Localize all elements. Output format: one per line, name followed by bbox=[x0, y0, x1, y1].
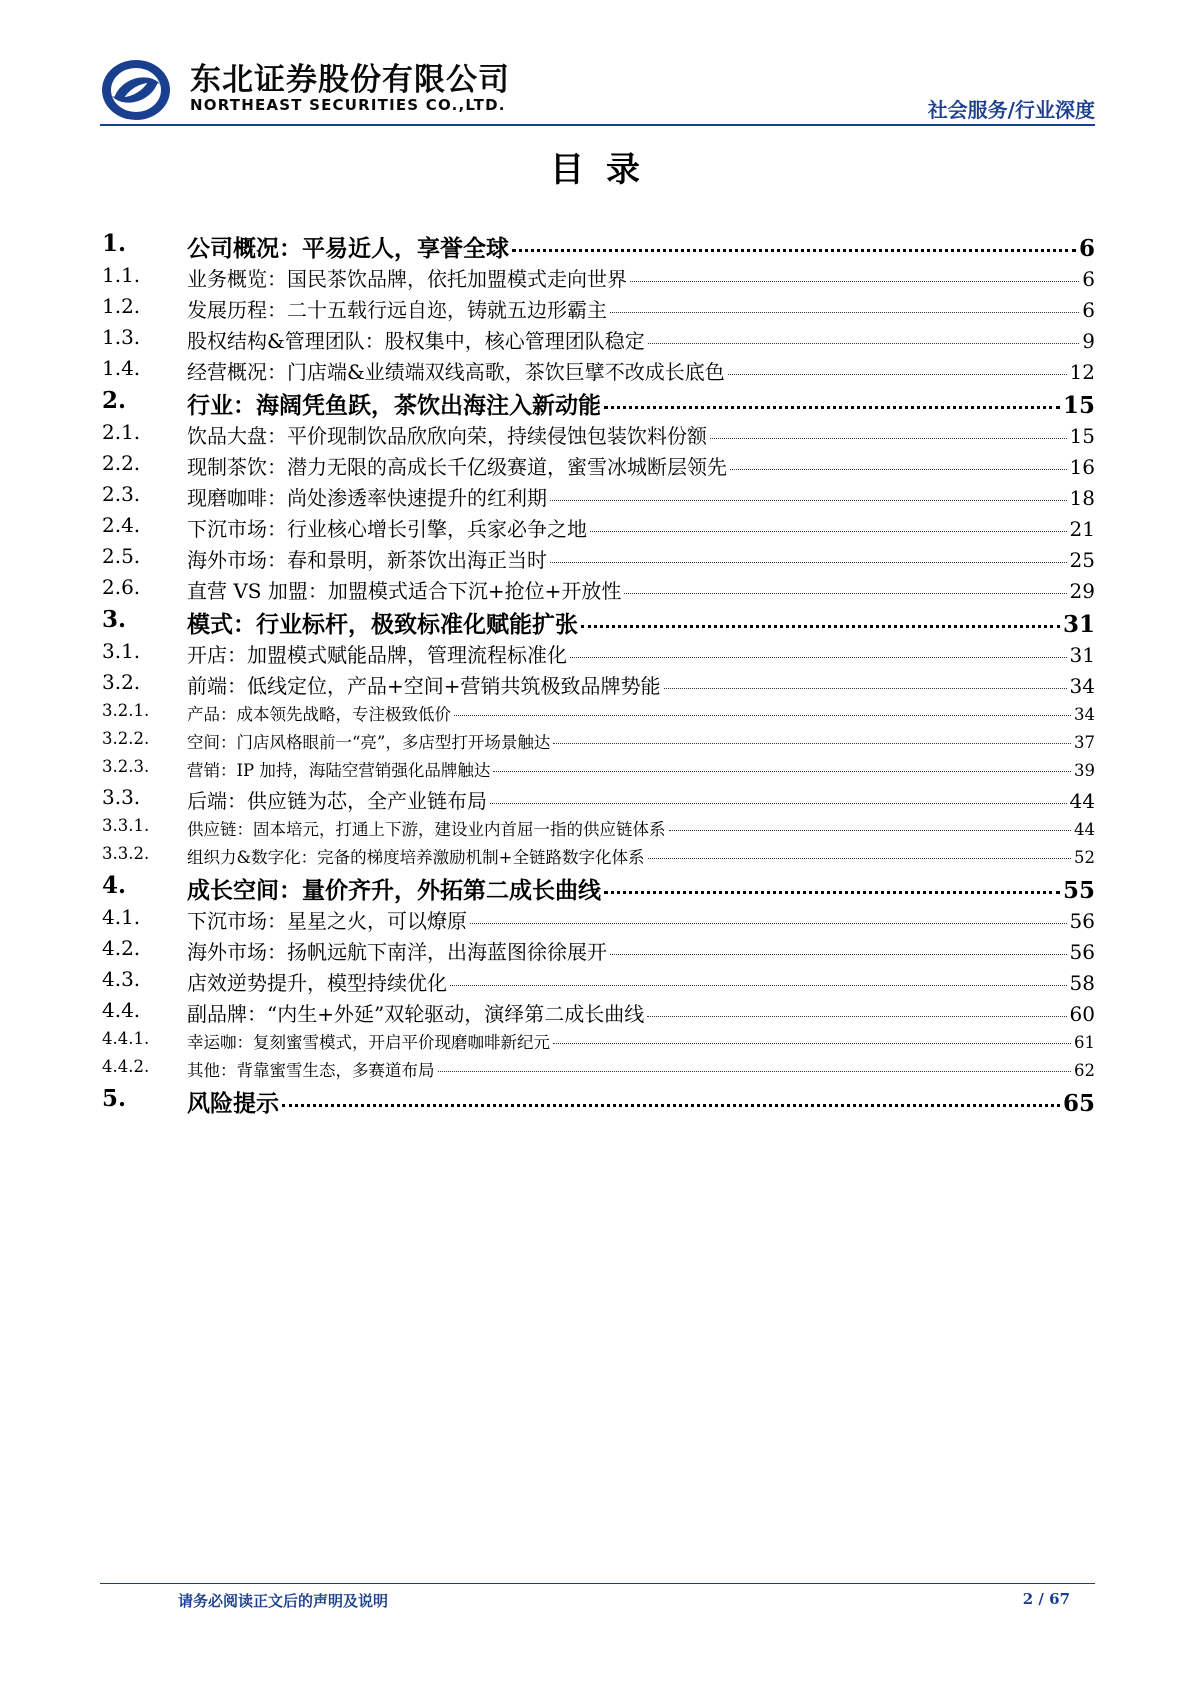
toc-entry-number: 2.6. bbox=[102, 575, 141, 599]
toc-dot-leader bbox=[570, 657, 1067, 658]
toc-entry-number: 4. bbox=[102, 872, 127, 899]
toc-entry-line bbox=[187, 356, 1095, 385]
toc-entry-line bbox=[187, 420, 1095, 449]
toc-dot-leader bbox=[553, 743, 1071, 744]
toc-entry-line bbox=[187, 263, 1095, 292]
toc-entry-number: 4.1. bbox=[102, 905, 141, 929]
toc-entry-page: 21 bbox=[1069, 517, 1095, 541]
toc-dot-leader bbox=[610, 312, 1079, 313]
toc-entry-title: 下沉市场：行业核心增长引擎，兵家必争之地 bbox=[187, 517, 587, 541]
toc-entry-line bbox=[187, 606, 1095, 639]
toc-entry[interactable] bbox=[102, 785, 1095, 816]
toc-entry-number: 5. bbox=[102, 1085, 127, 1112]
toc-entry[interactable] bbox=[102, 575, 1095, 606]
toc-entry-number: 4.2. bbox=[102, 936, 141, 960]
footer-disclaimer: 请务必阅读正文后的声明及说明 bbox=[178, 1592, 389, 1610]
toc-entry-page: 9 bbox=[1082, 329, 1095, 353]
toc-entry[interactable] bbox=[102, 356, 1095, 387]
toc-dot-leader bbox=[470, 923, 1067, 924]
toc-entry-line bbox=[187, 701, 1095, 725]
toc-entry-title: 开店：加盟模式赋能品牌，管理流程标准化 bbox=[187, 643, 567, 667]
toc-entry-page: 15 bbox=[1062, 392, 1095, 419]
toc-entry-line bbox=[187, 513, 1095, 542]
toc-entry-number: 1. bbox=[102, 230, 127, 257]
toc-entry[interactable] bbox=[102, 294, 1095, 325]
toc-entry-number: 1.4. bbox=[102, 356, 141, 380]
toc-entry-title: 发展历程：二十五载行远自迩，铸就五边形霸主 bbox=[187, 298, 607, 322]
toc-entry[interactable] bbox=[102, 844, 1095, 872]
toc-entry-line bbox=[187, 998, 1095, 1027]
toc-dot-leader bbox=[550, 562, 1067, 563]
toc-entry[interactable] bbox=[102, 544, 1095, 575]
toc-entry-page: 65 bbox=[1062, 1090, 1095, 1117]
toc-dot-leader bbox=[728, 374, 1067, 375]
toc-entry-number: 4.3. bbox=[102, 967, 141, 991]
toc-entry-title: 饮品大盘：平价现制饮品欣欣向荣，持续侵蚀包装饮料份额 bbox=[187, 424, 707, 448]
toc-entry[interactable] bbox=[102, 670, 1095, 701]
toc-entry-number: 3.3.1. bbox=[102, 816, 150, 835]
toc-entry-page: 29 bbox=[1069, 579, 1095, 603]
toc-entry-page: 25 bbox=[1069, 548, 1095, 572]
toc-entry[interactable] bbox=[102, 606, 1095, 639]
toc-entry-number: 3.2.1. bbox=[102, 701, 150, 720]
toc-entry-title: 空间：门店风格眼前一“亮”，多店型打开场景触达 bbox=[187, 733, 551, 752]
table-of-contents bbox=[102, 230, 1095, 1118]
toc-entry-page: 31 bbox=[1069, 643, 1095, 667]
toc-entry-title: 风险提示 bbox=[187, 1090, 279, 1117]
toc-entry-line bbox=[187, 544, 1095, 573]
toc-entry[interactable] bbox=[102, 451, 1095, 482]
toc-entry-line bbox=[187, 575, 1095, 604]
toc-entry-line bbox=[187, 230, 1095, 263]
toc-dot-leader bbox=[630, 281, 1079, 282]
toc-entry-page: 12 bbox=[1069, 360, 1095, 384]
toc-entry-page: 34 bbox=[1074, 705, 1095, 724]
toc-entry-title: 模式：行业标杆，极致标准化赋能扩张 bbox=[187, 611, 578, 638]
toc-entry-title: 股权结构&管理团队：股权集中，核心管理团队稳定 bbox=[187, 329, 645, 353]
company-logo-icon bbox=[100, 58, 172, 122]
toc-entry-title: 产品：成本领先战略，专注极致低价 bbox=[187, 705, 451, 724]
toc-entry-page: 31 bbox=[1062, 611, 1095, 638]
toc-entry[interactable] bbox=[102, 513, 1095, 544]
toc-entry-page: 6 bbox=[1078, 235, 1095, 262]
toc-dot-leader bbox=[648, 343, 1079, 344]
toc-entry[interactable] bbox=[102, 729, 1095, 757]
toc-entry-page: 6 bbox=[1082, 267, 1095, 291]
toc-entry[interactable] bbox=[102, 639, 1095, 670]
toc-dot-leader bbox=[550, 500, 1067, 501]
toc-dot-leader bbox=[664, 688, 1067, 689]
toc-entry-number: 2.2. bbox=[102, 451, 141, 475]
toc-entry-page: 16 bbox=[1069, 455, 1095, 479]
toc-entry-title: 海外市场：扬帆远航下南洋，出海蓝图徐徐展开 bbox=[187, 940, 607, 964]
toc-entry-page: 61 bbox=[1074, 1033, 1095, 1052]
toc-entry-line bbox=[187, 936, 1095, 965]
toc-entry-number: 2.4. bbox=[102, 513, 141, 537]
toc-entry[interactable] bbox=[102, 998, 1095, 1029]
toc-entry-page: 6 bbox=[1082, 298, 1095, 322]
toc-entry-title: 行业：海阔凭鱼跃，茶饮出海注入新动能 bbox=[187, 392, 601, 419]
toc-entry-page: 34 bbox=[1069, 674, 1095, 698]
toc-dot-leader bbox=[450, 985, 1067, 986]
toc-entry-line bbox=[187, 294, 1095, 323]
toc-entry[interactable] bbox=[102, 701, 1095, 729]
toc-entry-page: 60 bbox=[1069, 1002, 1095, 1026]
toc-entry-line bbox=[187, 816, 1095, 840]
toc-entry-title: 公司概况：平易近人，享誉全球 bbox=[187, 235, 509, 262]
toc-entry-title: 组织力&数字化：完备的梯度培养激励机制+全链路数字化体系 bbox=[187, 848, 645, 867]
toc-dot-leader bbox=[624, 593, 1066, 594]
toc-entry-title: 现磨咖啡：尚处渗透率快速提升的红利期 bbox=[187, 486, 547, 510]
toc-entry-number: 3.3. bbox=[102, 785, 141, 809]
company-name-en: NORTHEAST SECURITIES CO.,LTD. bbox=[190, 96, 506, 114]
toc-entry-number: 3. bbox=[102, 606, 127, 633]
toc-entry-number: 3.3.2. bbox=[102, 844, 150, 863]
toc-entry-line bbox=[187, 1029, 1095, 1053]
toc-entry-title: 业务概览：国民茶饮品牌，依托加盟模式走向世界 bbox=[187, 267, 627, 291]
toc-entry-page: 55 bbox=[1062, 877, 1095, 904]
toc-entry-number: 2. bbox=[102, 387, 127, 414]
toc-dot-leader bbox=[553, 1043, 1071, 1044]
toc-entry-line bbox=[187, 872, 1095, 905]
toc-dot-leader bbox=[669, 830, 1072, 831]
toc-entry[interactable] bbox=[102, 230, 1095, 263]
toc-entry-line bbox=[187, 387, 1095, 420]
toc-entry-page: 58 bbox=[1069, 971, 1095, 995]
toc-entry[interactable] bbox=[102, 816, 1095, 844]
toc-title: 目录 bbox=[550, 150, 662, 190]
toc-dot-leader bbox=[454, 715, 1071, 716]
toc-dot-leader bbox=[710, 438, 1067, 439]
toc-entry-title: 营销：IP 加持，海陆空营销强化品牌触达 bbox=[187, 761, 491, 780]
company-name-cn: 东北证券股份有限公司 bbox=[190, 62, 510, 98]
toc-entry-title: 海外市场：春和景明，新茶饮出海正当时 bbox=[187, 548, 547, 572]
footer-page-number: 2 / 67 bbox=[1022, 1590, 1070, 1608]
toc-entry-title: 前端：低线定位，产品+空间+营销共筑极致品牌势能 bbox=[187, 674, 661, 698]
toc-dot-leader bbox=[490, 803, 1067, 804]
toc-dot-leader bbox=[647, 1016, 1066, 1017]
toc-dot-leader bbox=[648, 858, 1071, 859]
toc-entry[interactable] bbox=[102, 325, 1095, 356]
toc-entry-number: 2.3. bbox=[102, 482, 141, 506]
toc-entry-line bbox=[187, 757, 1095, 781]
toc-entry-title: 经营概况：门店端&业绩端双线高歌，茶饮巨擘不改成长底色 bbox=[187, 360, 725, 384]
toc-entry-title: 下沉市场：星星之火，可以燎原 bbox=[187, 909, 467, 933]
header-divider bbox=[100, 124, 1095, 126]
toc-entry-title: 幸运咖：复刻蜜雪模式，开启平价现磨咖啡新纪元 bbox=[187, 1033, 550, 1052]
toc-entry-title: 店效逆势提升，模型持续优化 bbox=[187, 971, 447, 995]
toc-entry-line bbox=[187, 639, 1095, 668]
toc-dot-leader bbox=[610, 954, 1067, 955]
toc-dot-leader bbox=[604, 406, 1060, 409]
toc-entry[interactable] bbox=[102, 905, 1095, 936]
toc-entry-line bbox=[187, 482, 1095, 511]
toc-entry-page: 39 bbox=[1074, 761, 1095, 780]
toc-entry-number: 4.4. bbox=[102, 998, 141, 1022]
toc-entry-number: 1.1. bbox=[102, 263, 141, 287]
toc-entry-page: 56 bbox=[1069, 940, 1095, 964]
toc-entry-line bbox=[187, 670, 1095, 699]
footer-divider bbox=[100, 1583, 1095, 1584]
toc-entry-page: 56 bbox=[1069, 909, 1095, 933]
toc-entry-title: 直营 VS 加盟：加盟模式适合下沉+抢位+开放性 bbox=[187, 579, 622, 603]
toc-entry-line bbox=[187, 729, 1095, 753]
report-category: 社会服务/行业深度 bbox=[927, 98, 1095, 122]
toc-entry-title: 现制茶饮：潜力无限的高成长千亿级赛道，蜜雪冰城断层领先 bbox=[187, 455, 727, 479]
toc-entry[interactable] bbox=[102, 872, 1095, 905]
toc-dot-leader bbox=[438, 1071, 1072, 1072]
toc-entry[interactable] bbox=[102, 936, 1095, 967]
toc-entry-line bbox=[187, 785, 1095, 814]
toc-entry[interactable] bbox=[102, 1057, 1095, 1085]
toc-dot-leader bbox=[493, 771, 1071, 772]
toc-entry[interactable] bbox=[102, 757, 1095, 785]
toc-entry-number: 4.4.1. bbox=[102, 1029, 150, 1048]
toc-entry-line bbox=[187, 325, 1095, 354]
toc-entry[interactable] bbox=[102, 1029, 1095, 1057]
toc-dot-leader bbox=[282, 1104, 1060, 1107]
toc-entry-number: 3.2.2. bbox=[102, 729, 150, 748]
toc-entry-title: 后端：供应链为芯，全产业链布局 bbox=[187, 789, 487, 813]
toc-entry[interactable] bbox=[102, 1085, 1095, 1118]
toc-entry-number: 3.2. bbox=[102, 670, 141, 694]
toc-entry[interactable] bbox=[102, 420, 1095, 451]
toc-entry-line bbox=[187, 844, 1095, 868]
toc-entry-title: 供应链：固本培元，打通上下游，建设业内首屈一指的供应链体系 bbox=[187, 820, 666, 839]
toc-entry-page: 15 bbox=[1069, 424, 1095, 448]
toc-entry-page: 18 bbox=[1069, 486, 1095, 510]
toc-entry-number: 4.4.2. bbox=[102, 1057, 150, 1076]
toc-dot-leader bbox=[730, 469, 1067, 470]
toc-entry-number: 3.2.3. bbox=[102, 757, 150, 776]
toc-entry-page: 44 bbox=[1074, 820, 1095, 839]
toc-dot-leader bbox=[512, 249, 1076, 252]
toc-entry-line bbox=[187, 905, 1095, 934]
toc-dot-leader bbox=[581, 625, 1060, 628]
toc-entry-page: 52 bbox=[1074, 848, 1095, 867]
toc-entry-number: 2.5. bbox=[102, 544, 141, 568]
toc-entry-line bbox=[187, 1085, 1095, 1118]
toc-entry-number: 2.1. bbox=[102, 420, 141, 444]
toc-entry[interactable] bbox=[102, 263, 1095, 294]
toc-entry-line bbox=[187, 1057, 1095, 1081]
toc-entry-title: 其他：背靠蜜雪生态，多赛道布局 bbox=[187, 1061, 435, 1080]
toc-entry-number: 3.1. bbox=[102, 639, 141, 663]
toc-entry-title: 成长空间：量价齐升，外拓第二成长曲线 bbox=[187, 877, 601, 904]
toc-entry[interactable] bbox=[102, 482, 1095, 513]
toc-entry-number: 1.2. bbox=[102, 294, 141, 318]
toc-entry-number: 1.3. bbox=[102, 325, 141, 349]
page-header bbox=[100, 54, 1095, 124]
toc-dot-leader bbox=[590, 531, 1067, 532]
toc-entry-page: 44 bbox=[1069, 789, 1095, 813]
toc-entry-page: 37 bbox=[1074, 733, 1095, 752]
toc-entry[interactable] bbox=[102, 967, 1095, 998]
toc-dot-leader bbox=[604, 891, 1060, 894]
toc-entry-title: 副品牌：“内生+外延”双轮驱动，演绎第二成长曲线 bbox=[187, 1002, 645, 1026]
toc-entry-line bbox=[187, 967, 1095, 996]
toc-entry-page: 62 bbox=[1074, 1061, 1095, 1080]
toc-entry-line bbox=[187, 451, 1095, 480]
toc-entry[interactable] bbox=[102, 387, 1095, 420]
